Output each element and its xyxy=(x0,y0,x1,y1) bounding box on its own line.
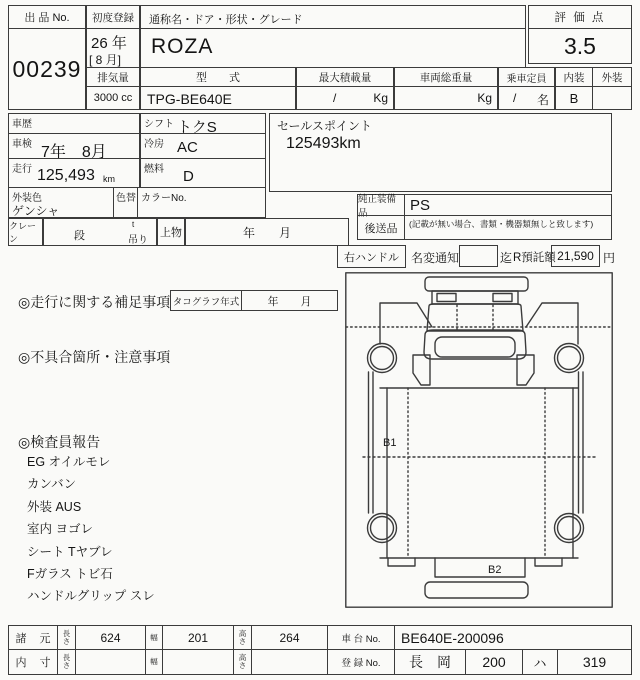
max-load-unit: Kg xyxy=(373,91,388,105)
model-code-header: 型 式 xyxy=(140,67,296,87)
cab-dotted-lines xyxy=(457,305,493,330)
deposit-label: R預託額 xyxy=(513,252,556,264)
registration-class: 200 xyxy=(465,649,523,675)
displacement-value: 3000 cc xyxy=(86,86,140,110)
yen-label: 円 xyxy=(603,251,616,265)
right-shoulder xyxy=(526,303,578,344)
spec-length-value: 624 xyxy=(75,625,146,650)
displacement-header: 排気量 xyxy=(86,67,140,87)
front-bumper xyxy=(425,277,528,291)
inspector-report-item: EG オイルモレ xyxy=(27,455,111,469)
left-door xyxy=(413,355,430,385)
crane-lift-label: 吊り xyxy=(128,235,148,246)
fuel-value: D xyxy=(183,168,194,185)
capacity-unit: 名 xyxy=(536,93,549,107)
inspector-report-item: ハンドルグリップ スレ xyxy=(27,589,155,604)
inspector-report-item: シート Tヤブレ xyxy=(27,544,113,559)
length-label-1: 長さ xyxy=(62,628,71,646)
width-label-1: 幅 xyxy=(150,632,158,642)
inner-row-label: 内 寸 xyxy=(8,649,58,675)
defects-title: ◎不具合箇所・注意事項 xyxy=(18,349,171,365)
exterior-color-label: 外装色 xyxy=(12,193,42,204)
rear-step xyxy=(435,558,525,577)
mileage-label: 走行 xyxy=(12,164,32,175)
inspector-report-list xyxy=(27,452,155,609)
inspection-value: 7年 8月 xyxy=(41,144,107,161)
left-headlight xyxy=(437,294,456,302)
right-headlight xyxy=(493,294,512,302)
aircon-value: AC xyxy=(177,139,198,156)
mileage-note-title: ◎走行に関する補足事項 xyxy=(18,294,171,310)
rear-tabs xyxy=(388,558,562,566)
chassis-no-label: 車 台 No. xyxy=(327,625,395,650)
inner-width-value xyxy=(162,649,234,675)
inspector-report-item: 外装 AUS xyxy=(27,499,82,514)
inspection-label: 車検 xyxy=(12,139,32,150)
spec-width-value: 201 xyxy=(162,625,234,650)
aircon-label: 冷房 xyxy=(144,139,164,150)
max-load-header: 最大積載量 xyxy=(296,67,394,87)
name-change-label: 名変通知 xyxy=(411,251,460,265)
registration-kana: ハ xyxy=(522,649,558,675)
gross-weight-unit: Kg xyxy=(477,91,492,105)
tachograph-value: 年 月 xyxy=(241,290,338,311)
chassis-no-value: BE640E-200096 xyxy=(401,630,504,646)
first-registration-year: 26 年 xyxy=(91,35,127,52)
spec-row-label: 諸 元 xyxy=(8,625,58,650)
vehicle-top-view-diagram xyxy=(345,272,613,608)
later-shipment-label: 後送品 xyxy=(357,215,405,240)
name-change-box xyxy=(459,245,498,267)
max-load-slash: / xyxy=(333,91,337,105)
body-dotted-lines xyxy=(408,388,545,556)
vehicle-name-header: 通称名・ドア・形状・グレード xyxy=(149,14,303,26)
right-side-rail xyxy=(579,372,584,513)
height-label-2: 高さ xyxy=(238,653,247,670)
spec-height-value: 264 xyxy=(251,625,328,650)
shift-value: トクS xyxy=(177,119,217,136)
mileage-unit: km xyxy=(103,174,115,184)
score-header: 評 価 点 xyxy=(528,5,632,29)
deposit-value: 21,590 xyxy=(551,245,600,267)
mileage-value: 125,493 xyxy=(37,167,95,184)
body-label: 上物 xyxy=(157,218,185,246)
capacity-header: 乗車定員 xyxy=(498,67,555,87)
oem-equipment-label: 純正装備品 xyxy=(357,194,405,216)
left-side-rail xyxy=(369,372,374,513)
windshield-outer xyxy=(424,330,526,359)
inspector-report-item: 室内 ヨゴレ xyxy=(27,522,93,537)
inspector-report-item: Fガラス トビ石 xyxy=(27,566,113,581)
until-label: 迄 xyxy=(500,251,513,265)
rear-bumper xyxy=(425,582,528,598)
handle-position-badge: 右ハンドル xyxy=(337,245,406,268)
first-registration-cell xyxy=(86,28,140,68)
crane-stage-label: 段 xyxy=(74,230,85,242)
rear-left-wheel xyxy=(368,514,397,543)
diagram-label-b1: B1 xyxy=(383,437,397,449)
length-label-2: 長さ xyxy=(62,653,71,670)
width-label-2: 幅 xyxy=(150,657,158,666)
inner-height-value xyxy=(251,649,328,675)
inspector-report-item: カンバン xyxy=(27,477,77,492)
oem-equipment-value: PS xyxy=(410,197,431,214)
windshield-inner xyxy=(435,337,515,357)
exterior-grade xyxy=(592,86,632,110)
capacity-slash: / xyxy=(513,91,517,105)
crane-ton-label: t xyxy=(132,220,135,229)
gross-weight-header: 車両総重量 xyxy=(394,67,498,87)
history-label: 車歴 xyxy=(12,119,32,130)
shift-label: シフト xyxy=(144,119,174,130)
fuel-label: 燃料 xyxy=(144,164,164,175)
later-shipment-note: (記載が無い場合、書類・機器類無しと致します) xyxy=(409,219,594,229)
color-change-label: 色替 xyxy=(116,193,136,204)
registration-number: 319 xyxy=(557,649,632,675)
exterior-header: 外装 xyxy=(592,67,632,87)
crane-label: クレーン xyxy=(8,218,43,246)
color-no-label: カラーNo. xyxy=(141,193,187,204)
inspector-report-title: ◎検査員報告 xyxy=(18,434,101,450)
front-right-wheel xyxy=(555,344,584,373)
interior-header: 内装 xyxy=(555,67,593,87)
front-left-wheel xyxy=(368,344,397,373)
exhibit-no-header: 出 品 No. xyxy=(8,5,86,29)
interior-grade: B xyxy=(555,86,593,110)
body-date-value: 年 月 xyxy=(185,218,349,246)
first-registration-month: [ 8 月] xyxy=(89,53,122,67)
first-registration-header: 初度登録 xyxy=(86,5,140,29)
tachograph-label: タコグラフ年式 xyxy=(170,290,242,311)
registration-no-label: 登 録 No. xyxy=(327,649,395,675)
exterior-color-value: ゲンシャ xyxy=(12,204,60,218)
rear-right-wheel xyxy=(555,514,584,543)
registration-area: 長 岡 xyxy=(394,649,466,675)
vehicle-name-value: ROZA xyxy=(151,35,214,58)
height-label-1: 高さ xyxy=(238,628,247,646)
sales-point-text: 125493km xyxy=(286,135,361,152)
model-code-value: TPG-BE640E xyxy=(147,91,232,107)
score-value: 3.5 xyxy=(528,28,632,64)
inner-length-value xyxy=(75,649,146,675)
sales-point-label: セールスポイント xyxy=(277,119,372,133)
exhibit-no-value: 00239 xyxy=(8,28,86,110)
diagram-label-b2: B2 xyxy=(488,564,502,576)
